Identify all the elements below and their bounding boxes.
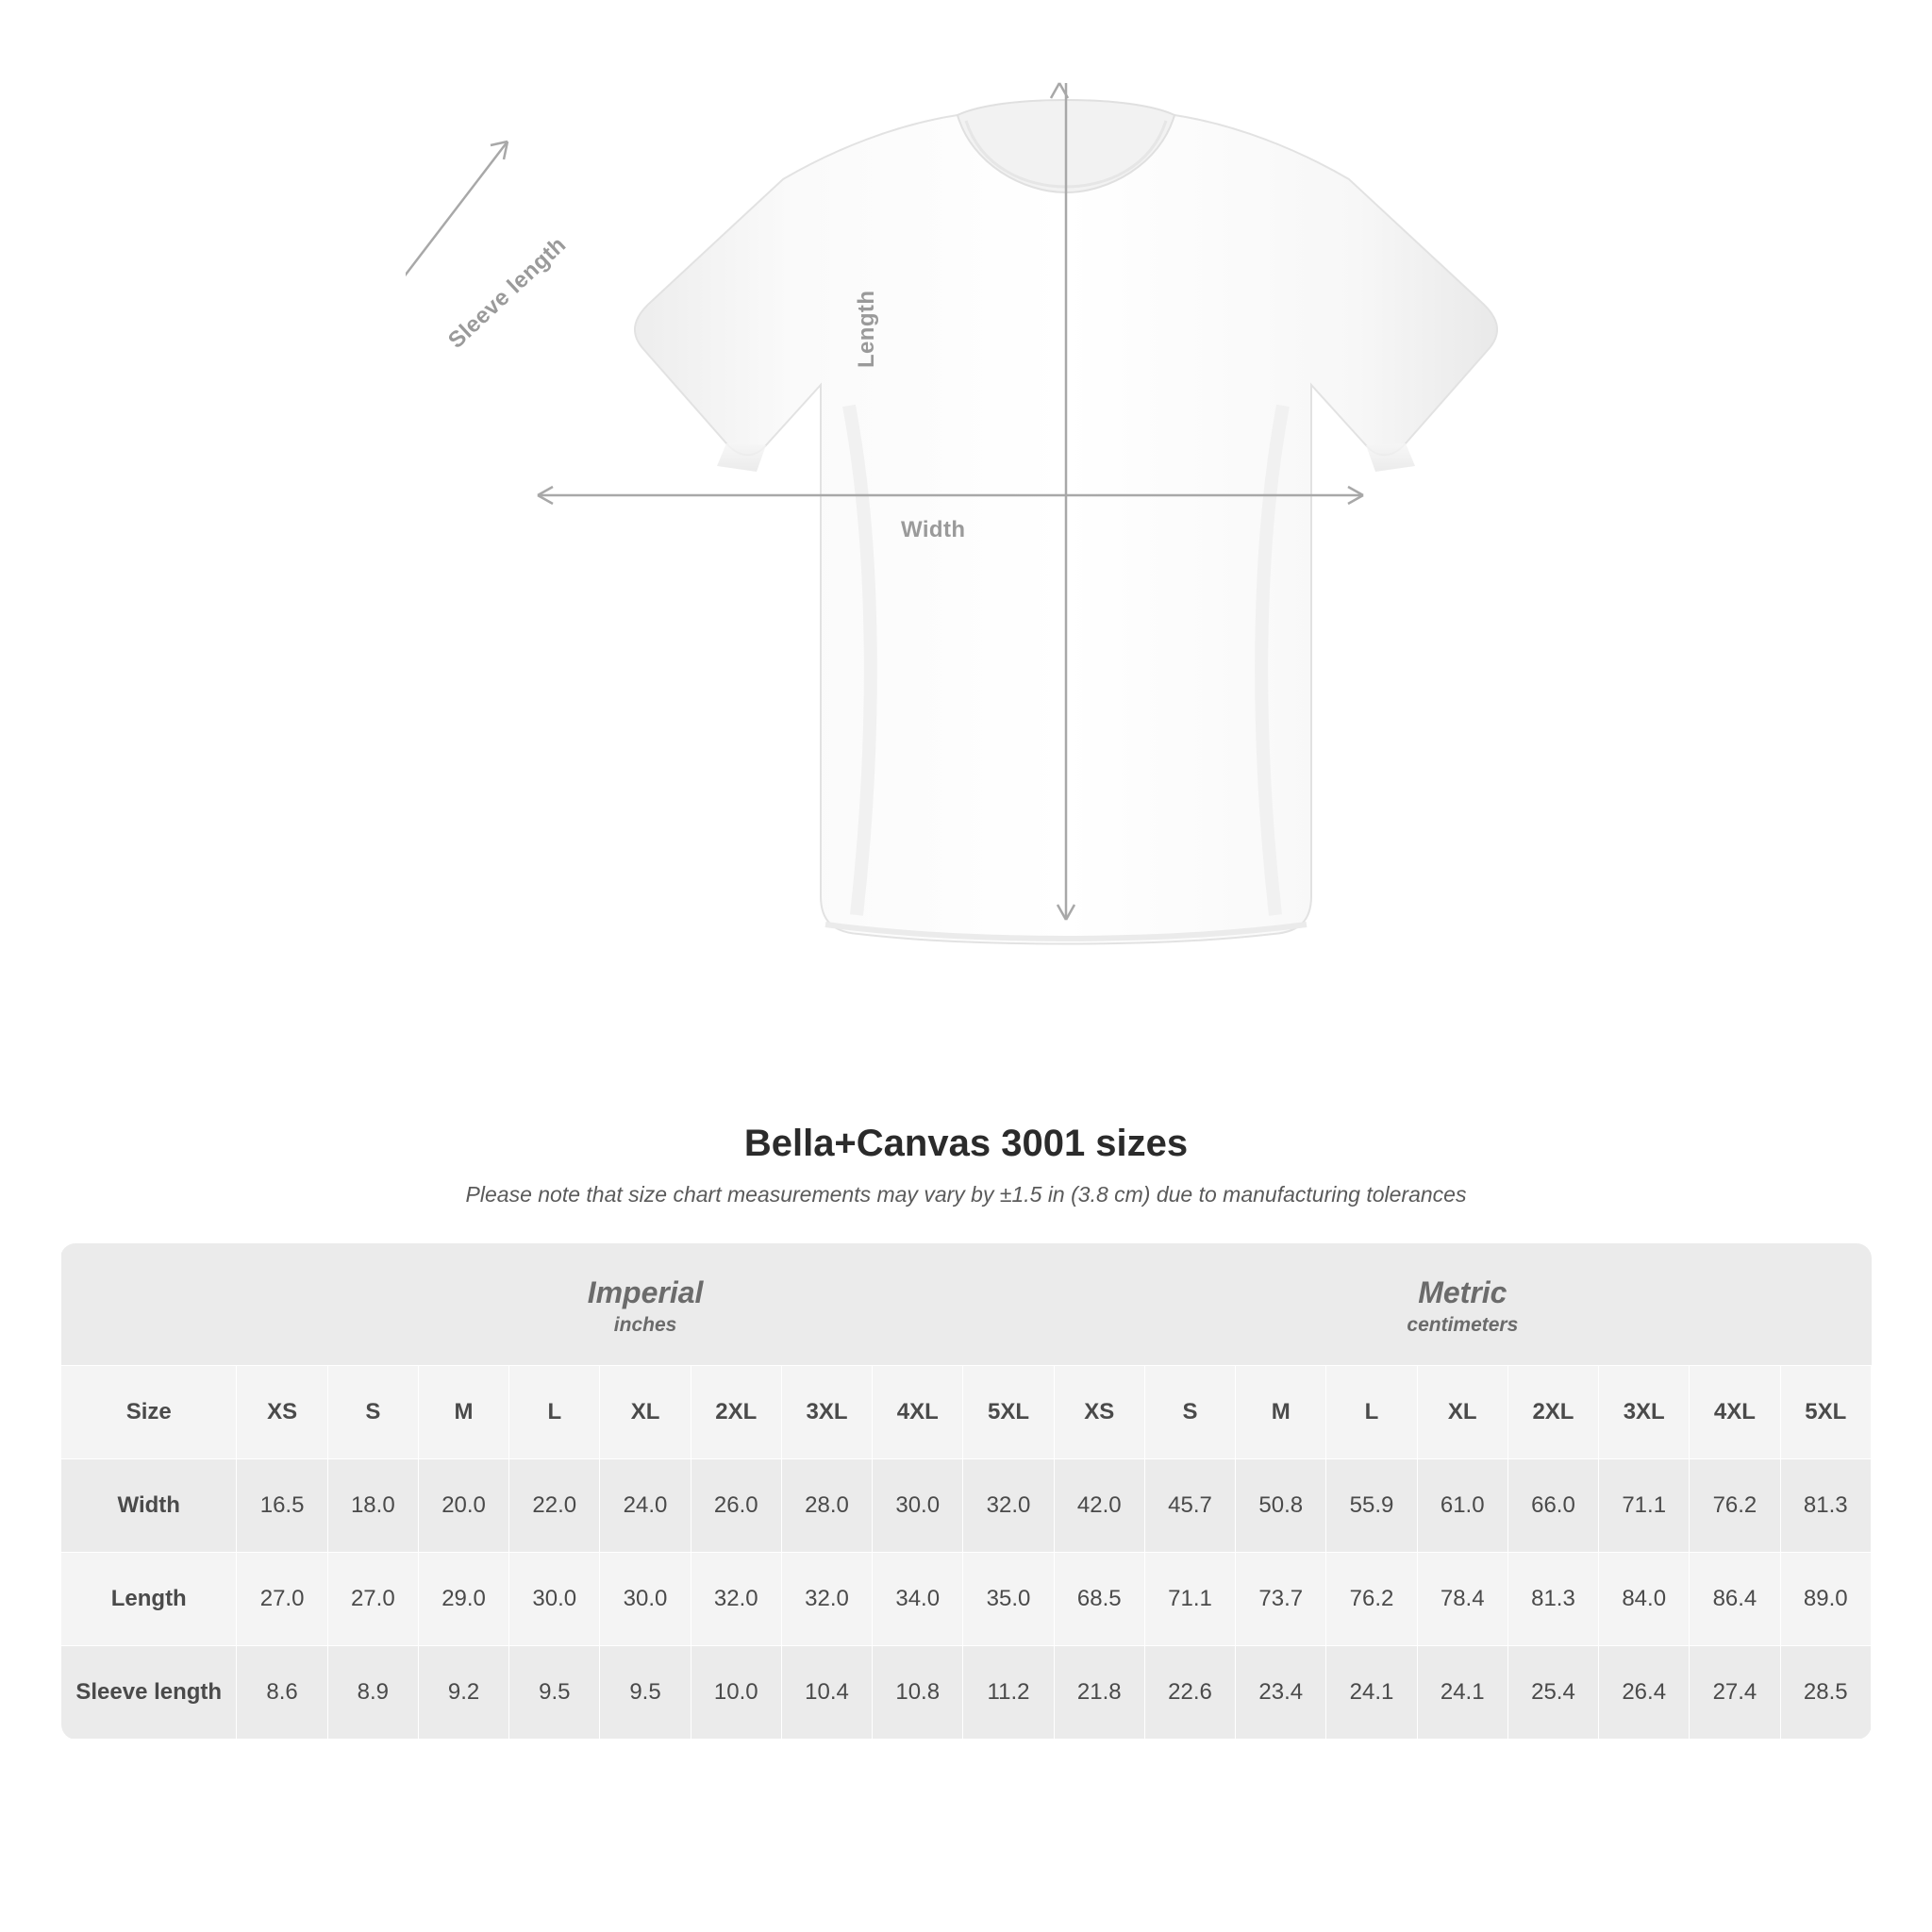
size-column-header: Size [61, 1366, 237, 1459]
cell: 29.0 [418, 1553, 508, 1646]
cell: 9.5 [509, 1646, 600, 1740]
cell: 73.7 [1236, 1553, 1326, 1646]
column-header: XL [1417, 1366, 1507, 1459]
cell: 25.4 [1507, 1646, 1598, 1740]
cell: 27.4 [1690, 1646, 1780, 1740]
unit-spacer [61, 1243, 237, 1366]
column-header: 5XL [1780, 1366, 1871, 1459]
column-header: XS [1054, 1366, 1144, 1459]
cell: 71.1 [1144, 1553, 1235, 1646]
cell: 18.0 [327, 1459, 418, 1553]
column-header: 2XL [691, 1366, 781, 1459]
cell: 78.4 [1417, 1553, 1507, 1646]
cell: 20.0 [418, 1459, 508, 1553]
unit-header-row [61, 1243, 1872, 1366]
cell: 30.0 [600, 1553, 691, 1646]
cell: 61.0 [1417, 1459, 1507, 1553]
cell: 28.0 [781, 1459, 872, 1553]
table-row [61, 1553, 1872, 1646]
cell: 10.0 [691, 1646, 781, 1740]
table-row [61, 1459, 1872, 1553]
cell: 76.2 [1326, 1553, 1417, 1646]
column-header: 4XL [1690, 1366, 1780, 1459]
cell: 24.1 [1326, 1646, 1417, 1740]
row-label-sleeve-length: Sleeve length [61, 1646, 237, 1740]
column-header: 4XL [873, 1366, 963, 1459]
cell: 8.9 [327, 1646, 418, 1740]
cell: 32.0 [691, 1553, 781, 1646]
cell: 11.2 [963, 1646, 1054, 1740]
unit-metric-name: Metric [1418, 1275, 1507, 1309]
column-header: L [1326, 1366, 1417, 1459]
cell: 26.0 [691, 1459, 781, 1553]
cell: 24.0 [600, 1459, 691, 1553]
column-header: M [1236, 1366, 1326, 1459]
page-title: Bella+Canvas 3001 sizes [743, 1123, 1189, 1164]
cell: 21.8 [1054, 1646, 1144, 1740]
column-header: 3XL [1599, 1366, 1690, 1459]
cell: 24.1 [1417, 1646, 1507, 1740]
cell: 42.0 [1054, 1459, 1144, 1553]
cell: 30.0 [509, 1553, 600, 1646]
cell: 8.6 [237, 1646, 327, 1740]
column-header: 3XL [781, 1366, 872, 1459]
cell: 30.0 [873, 1459, 963, 1553]
width-dimension-label: Width [901, 517, 966, 542]
cell: 81.3 [1780, 1459, 1871, 1553]
tolerance-note: Please note that size chart measurements may vary by ±1.5 in (3.8 cm) due to manufacturing tolerances [465, 1182, 1467, 1207]
cell: 22.6 [1144, 1646, 1235, 1740]
cell: 34.0 [873, 1553, 963, 1646]
title-block [0, 1123, 1932, 1208]
size-table [60, 1243, 1872, 1740]
column-header: XL [600, 1366, 691, 1459]
cell: 16.5 [237, 1459, 327, 1553]
table-header-row [61, 1366, 1872, 1459]
cell: 55.9 [1326, 1459, 1417, 1553]
cell: 27.0 [237, 1553, 327, 1646]
cell: 50.8 [1236, 1459, 1326, 1553]
cell: 9.2 [418, 1646, 508, 1740]
column-header: S [1144, 1366, 1235, 1459]
cell: 45.7 [1144, 1459, 1235, 1553]
unit-metric [1054, 1243, 1871, 1366]
cell: 35.0 [963, 1553, 1054, 1646]
cell: 84.0 [1599, 1553, 1690, 1646]
cell: 28.5 [1780, 1646, 1871, 1740]
cell: 32.0 [963, 1459, 1054, 1553]
cell: 86.4 [1690, 1553, 1780, 1646]
cell: 66.0 [1507, 1459, 1598, 1553]
column-header: 2XL [1507, 1366, 1598, 1459]
unit-imperial-sub: inches [613, 1314, 677, 1336]
column-header: 5XL [963, 1366, 1054, 1459]
cell: 23.4 [1236, 1646, 1326, 1740]
column-header: XS [237, 1366, 327, 1459]
tshirt-graphic [406, 66, 1519, 1085]
cell: 68.5 [1054, 1553, 1144, 1646]
cell: 89.0 [1780, 1553, 1871, 1646]
row-label-width: Width [61, 1459, 237, 1553]
size-table-area [60, 1243, 1872, 1740]
cell: 32.0 [781, 1553, 872, 1646]
cell: 27.0 [327, 1553, 418, 1646]
cell: 10.8 [873, 1646, 963, 1740]
cell: 22.0 [509, 1459, 600, 1553]
cell: 76.2 [1690, 1459, 1780, 1553]
column-header: L [509, 1366, 600, 1459]
cell: 81.3 [1507, 1553, 1598, 1646]
tshirt-svg [406, 66, 1519, 1085]
cell: 26.4 [1599, 1646, 1690, 1740]
unit-imperial [237, 1243, 1054, 1366]
row-label-length: Length [61, 1553, 237, 1646]
column-header: S [327, 1366, 418, 1459]
unit-imperial-name: Imperial [587, 1275, 704, 1309]
length-dimension-label: Length [854, 290, 879, 368]
sleeve-length-dimension-label: Sleeve length [443, 231, 572, 354]
cell: 10.4 [781, 1646, 872, 1740]
column-header: M [418, 1366, 508, 1459]
unit-metric-sub: centimeters [1407, 1314, 1519, 1336]
cell: 9.5 [600, 1646, 691, 1740]
table-row [61, 1646, 1872, 1740]
cell: 71.1 [1599, 1459, 1690, 1553]
